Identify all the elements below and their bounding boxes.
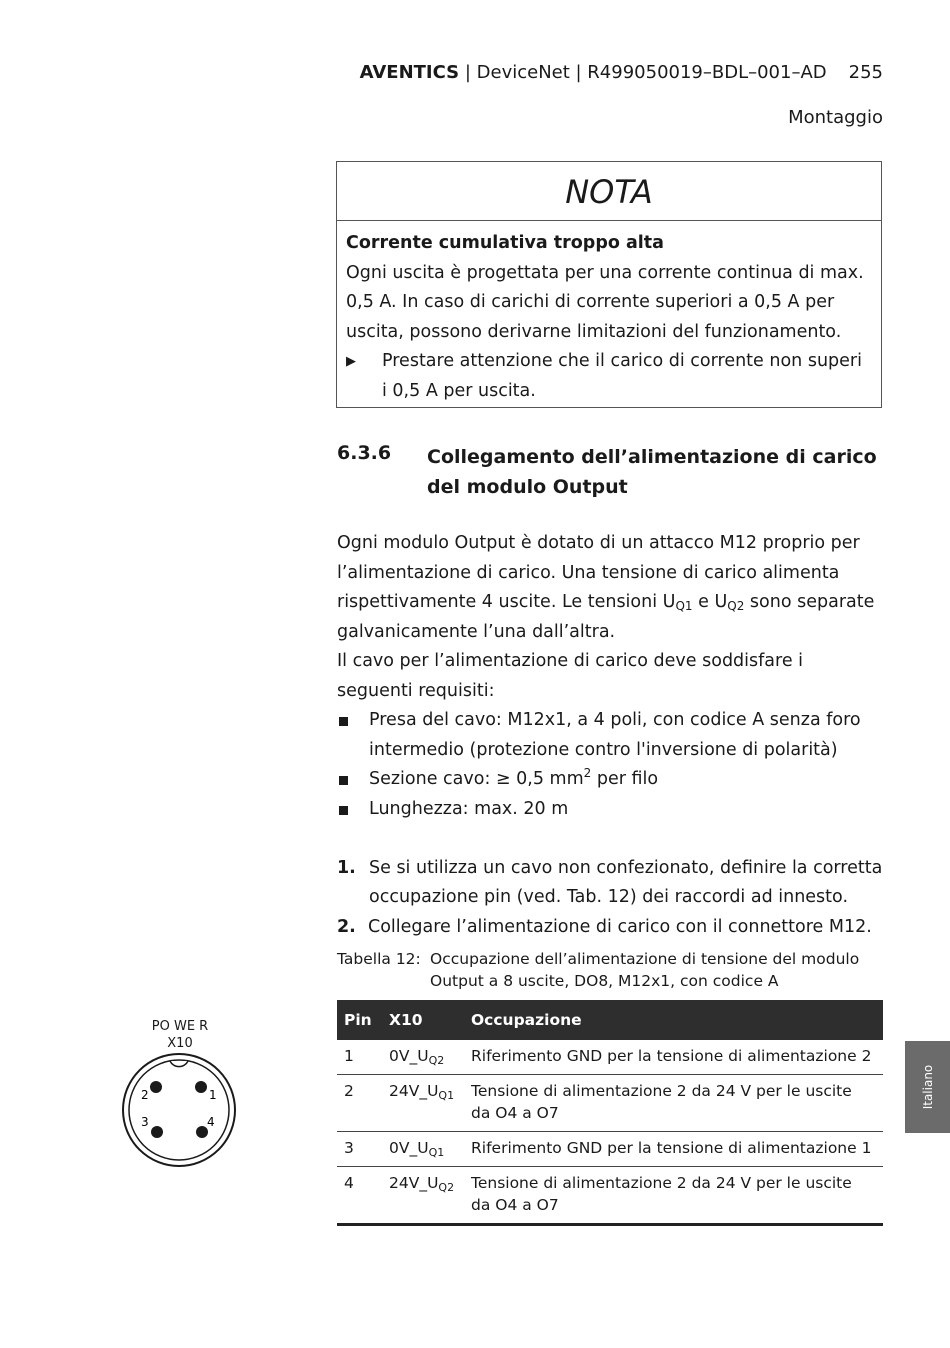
- pin-label: 2: [141, 1088, 149, 1102]
- page-number: 255: [848, 62, 883, 83]
- cell-occupation: Riferimento GND per la tensione di alimentazione 1: [464, 1132, 883, 1167]
- table-row: [337, 1040, 883, 1075]
- step-text: Se si utilizza un cavo non confezionato, definire la corretta occupazione pin (ved. Tab. 12) dei raccordi ad innesto.: [369, 857, 883, 907]
- step-text: Collegare l’alimentazione di carico con il connettore M12.: [368, 916, 872, 937]
- step-item: [337, 854, 883, 913]
- cell-occupation: Tensione di alimentazione 2 da 24 V per le uscite da O4 a O7: [464, 1167, 883, 1225]
- column-header: Occupazione: [464, 1000, 883, 1040]
- language-tab: [905, 1041, 950, 1133]
- pin-1-dot: [195, 1081, 207, 1093]
- intro-sub-2: Q2: [727, 599, 745, 613]
- note-title: NOTA: [337, 162, 881, 221]
- square-bullet-icon: [339, 776, 348, 785]
- list-item: [337, 706, 883, 765]
- table-header-row: [337, 1000, 883, 1040]
- connector-label-x10: X10: [167, 1036, 193, 1051]
- square-bullet-icon: [339, 806, 348, 815]
- connector-label-power: PO WE R: [151, 1019, 209, 1034]
- cell-x10: $24V\_U_{Q1}$: [382, 1075, 464, 1132]
- note-step: [346, 347, 871, 406]
- chapter-name: Montaggio: [788, 107, 883, 128]
- superscript: 2: [583, 766, 592, 780]
- cell-x10: $24V\_U_{Q2}$: [382, 1167, 464, 1225]
- language-tab-label: Italiano: [920, 1064, 935, 1110]
- list-item: [337, 795, 883, 825]
- table-row: [337, 1132, 883, 1167]
- intro-paragraph: [337, 529, 883, 647]
- intro-text-a: Ogni modulo Output è dotato di un attacco M12 proprio per l’alimentazione di carico. Una tensione di carico alimenta rispettivamente 4 uscite. Le tensioni U: [337, 533, 860, 612]
- cell-pin: 4: [337, 1167, 382, 1225]
- pin-table: [337, 1000, 883, 1226]
- step-number: 1.: [337, 857, 356, 878]
- bullet-text-tail: per filo: [591, 769, 659, 789]
- cell-pin: 1: [337, 1040, 382, 1075]
- intro-text-c: sono separate galvanicamente l’una dall’altra.: [337, 592, 875, 642]
- intro-text-b: e U: [692, 592, 728, 612]
- bullet-text: Presa del cavo: M12x1, a 4 poli, con codice A senza foro intermedio (protezione contro l'inversione di polarità): [369, 710, 861, 760]
- connector-outer-ring: [123, 1054, 235, 1166]
- connector-label: [140, 1018, 220, 1052]
- connector-inner-ring: [129, 1060, 229, 1160]
- page-header: [337, 62, 883, 83]
- body-text: [337, 529, 883, 942]
- cell-x10: $0V\_U_{Q1}$: [382, 1132, 464, 1167]
- bullet-text: Lunghezza: max. 20 m: [369, 798, 569, 819]
- requirements-intro: Il cavo per l’alimentazione di carico deve soddisfare i seguenti requisiti:: [337, 651, 804, 701]
- table-caption: [337, 948, 870, 992]
- cell-occupation: Riferimento GND per la tensione di alimentazione 2: [464, 1040, 883, 1075]
- table-row: [337, 1075, 883, 1132]
- triangle-bullet-icon: ▶: [346, 354, 356, 369]
- column-header: Pin: [337, 1000, 382, 1040]
- m12-connector-diagram: [120, 1052, 240, 1172]
- cell-occupation: Tensione di alimentazione 2 da 24 V per le uscite da O4 a O7: [464, 1075, 883, 1132]
- step-number: 2.: [337, 916, 356, 937]
- list-item: [337, 765, 883, 795]
- doc-info: | DeviceNet | R499050019–BDL–001–AD: [459, 62, 827, 83]
- pin-label: 1: [209, 1088, 217, 1102]
- pin-label: 4: [207, 1115, 215, 1129]
- note-step-text: Prestare attenzione che il carico di corrente non superi i 0,5 A per uscita.: [382, 351, 862, 401]
- cell-pin: 2: [337, 1075, 382, 1132]
- note-heading: Corrente cumulativa troppo alta: [346, 233, 664, 253]
- table-row: [337, 1167, 883, 1225]
- note-box: [336, 161, 882, 408]
- intro-sub-1: Q1: [675, 599, 693, 613]
- pin-label: 3: [141, 1115, 149, 1129]
- brand-name: AVENTICS: [359, 62, 460, 83]
- pin-3-dot: [151, 1126, 163, 1138]
- bullet-text: Sezione cavo: ≥ 0,5 mm: [369, 769, 584, 789]
- caption-label: Tabella 12:: [337, 950, 421, 968]
- column-header: X10: [382, 1000, 464, 1040]
- section-title: Collegamento dell’alimentazione di carico del modulo Output: [427, 446, 877, 498]
- pin-2-dot: [150, 1081, 162, 1093]
- section-number: 6.3.6: [337, 442, 392, 464]
- note-body: [337, 221, 881, 406]
- connector-key-notch: [170, 1061, 188, 1067]
- cell-pin: 3: [337, 1132, 382, 1167]
- square-bullet-icon: [339, 717, 348, 726]
- cell-x10: $0V\_U_{Q2}$: [382, 1040, 464, 1075]
- step-item: [337, 913, 883, 943]
- note-text: Ogni uscita è progettata per una corrente continua di max. 0,5 A. In caso di carichi di corrente superiori a 0,5 A per uscita, possono derivarne limitazioni del funzionamento.: [346, 262, 864, 342]
- caption-text: Occupazione dell’alimentazione di tensione del modulo Output a 8 uscite, DO8, M12x1, con codice A: [430, 950, 860, 990]
